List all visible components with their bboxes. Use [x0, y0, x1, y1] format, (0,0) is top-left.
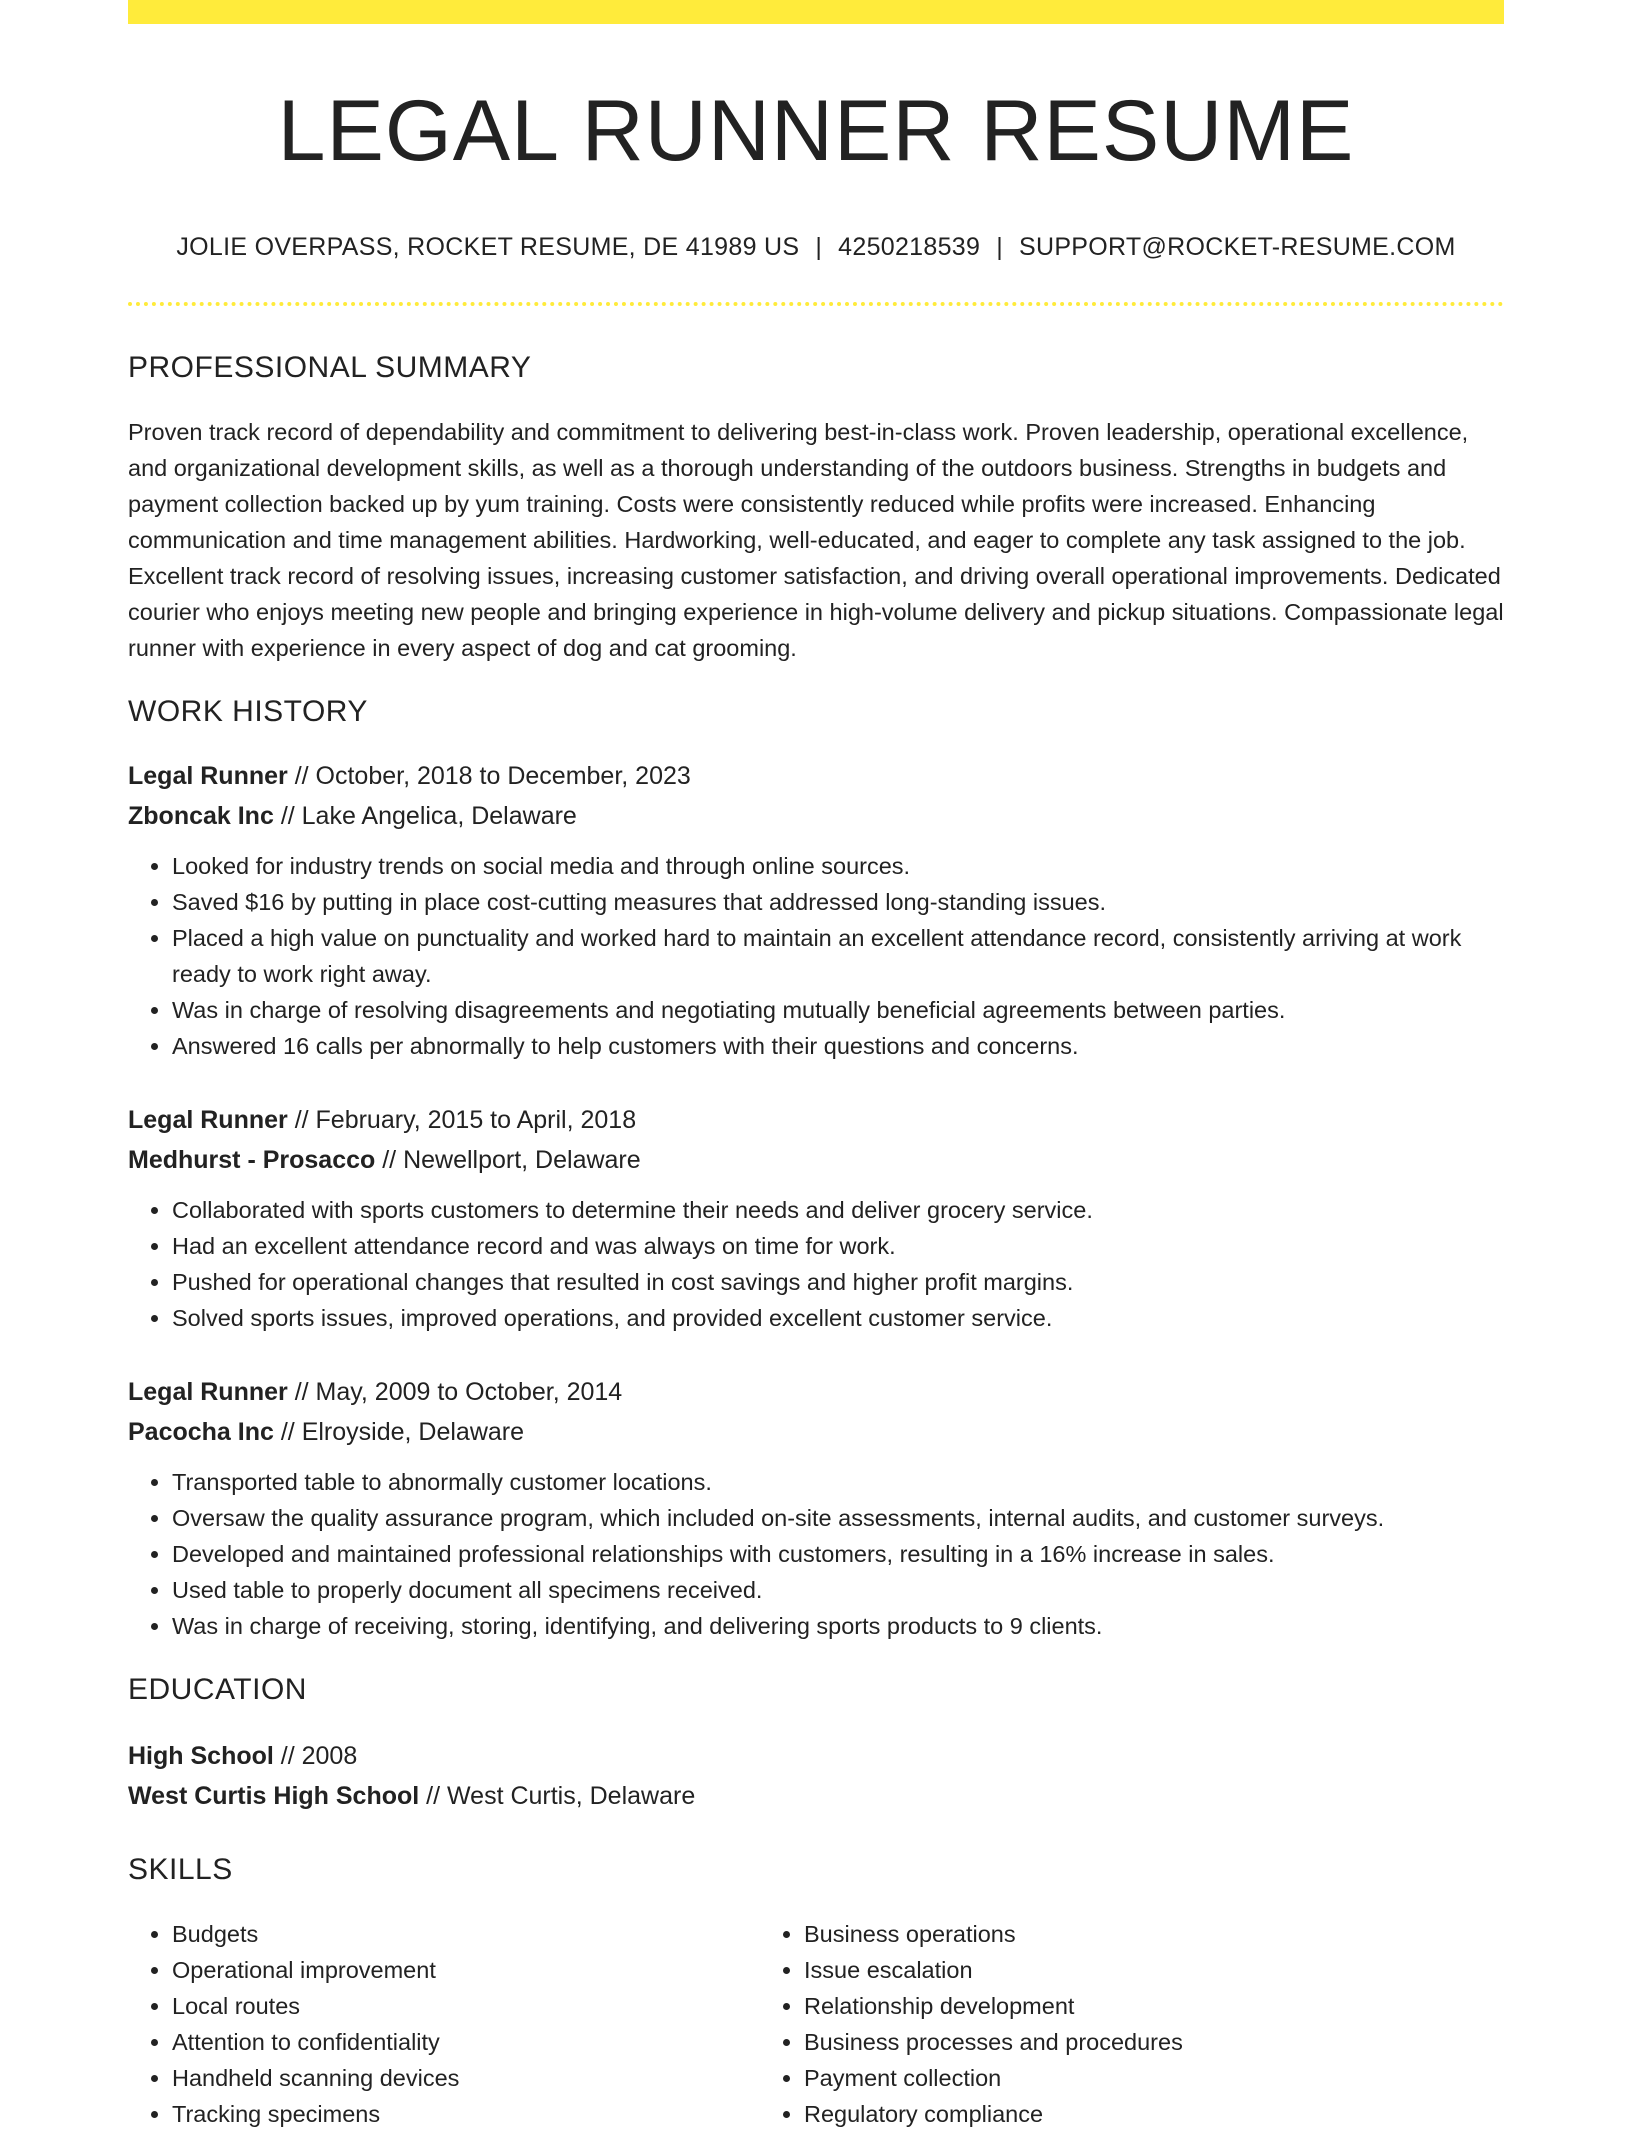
- job-title-line: [128, 756, 1504, 796]
- skill-item: • Operational improvement: [172, 1952, 760, 1988]
- contact-email: SUPPORT@ROCKET-RESUME.COM: [1019, 233, 1456, 261]
- job-dates: // May, 2009 to October, 2014: [287, 1378, 623, 1406]
- skills-list-right: [760, 1916, 1392, 2132]
- job-company-line: [128, 1412, 1504, 1452]
- skill-item: • Regulatory compliance: [804, 2096, 1392, 2132]
- education-school: West Curtis High School: [128, 1782, 420, 1810]
- job-bullet: • Solved sports issues, improved operations, and provided excellent customer service.: [172, 1300, 1504, 1336]
- skills-columns: [128, 1916, 1504, 2132]
- education-heading: EDUCATION: [128, 1673, 307, 1706]
- job-company: Zboncak Inc: [128, 802, 274, 830]
- job-bullet: • Looked for industry trends on social media and through online sources.: [172, 848, 1504, 884]
- education-entry: [128, 1736, 1504, 1816]
- work-history-heading: WORK HISTORY: [128, 695, 368, 728]
- job-company-line: [128, 796, 1504, 836]
- skill-item: • Issue escalation: [804, 1952, 1392, 1988]
- job-role: Legal Runner: [128, 1378, 288, 1406]
- job-bullet: • Placed a high value on punctuality and worked hard to maintain an excellent attendance record, consistently arriving at work ready to work right away.: [172, 920, 1504, 992]
- job-location: // Lake Angelica, Delaware: [273, 802, 577, 830]
- skill-item: • Relationship development: [804, 1988, 1392, 2024]
- job-bullet: • Answered 16 calls per abnormally to help customers with their questions and concerns.: [172, 1028, 1504, 1064]
- job-bullet: • Transported table to abnormally customer locations.: [172, 1464, 1504, 1500]
- job-company-line: [128, 1140, 1504, 1180]
- summary-text: Proven track record of dependability and commitment to delivering best-in-class work. Proven leadership, operational excellence, and organizational development skills, as well as a thorough understanding of the outdoors business. Strengths in budgets and payment collection backed up by yum training. Costs were consistently reduced while profits were increased. Enhancing communication and time management abilities. Hardworking, well-educated, and eager to complete any task assigned to the job. Excellent track record of resolving issues, increasing customer satisfaction, and driving overall operational improvements. Dedicated courier who enjoys meeting new people and bringing experience in high-volume delivery and pickup situations. Compassionate legal runner with experience in every aspect of dog and cat grooming.: [128, 419, 1504, 661]
- skills-list-left: [128, 1916, 760, 2132]
- skill-item: • Budgets: [172, 1916, 760, 1952]
- job-bullet: • Used table to properly document all specimens received.: [172, 1572, 1504, 1608]
- job-dates: // February, 2015 to April, 2018: [287, 1106, 637, 1134]
- accent-bar: [128, 0, 1504, 24]
- job-entry: [128, 1372, 1504, 1644]
- skill-item: • Business operations: [804, 1916, 1392, 1952]
- skill-item: • Business processes and procedures: [804, 2024, 1392, 2060]
- resume-title: LEGAL RUNNER RESUME: [277, 83, 1355, 179]
- job-bullet: • Had an excellent attendance record and was always on time for work.: [172, 1228, 1504, 1264]
- job-bullet: • Oversaw the quality assurance program, which included on-site assessments, internal audits, and customer surveys.: [172, 1500, 1504, 1536]
- education-location: // West Curtis, Delaware: [419, 1782, 696, 1810]
- job-bullet: • Pushed for operational changes that resulted in cost savings and higher profit margins.: [172, 1264, 1504, 1300]
- job-role: Legal Runner: [128, 1106, 288, 1134]
- job-dates: // October, 2018 to December, 2023: [287, 762, 691, 790]
- job-location: // Elroyside, Delaware: [273, 1418, 525, 1446]
- contact-separator: |: [996, 233, 1003, 261]
- contact-phone: 4250218539: [838, 233, 981, 261]
- job-bullet: • Was in charge of resolving disagreements and negotiating mutually beneficial agreements between parties.: [172, 992, 1504, 1028]
- skills-heading: SKILLS: [128, 1853, 233, 1886]
- education-degree-line: [128, 1736, 1504, 1776]
- job-company: Medhurst - Prosacco: [128, 1146, 376, 1174]
- contact-address: JOLIE OVERPASS, ROCKET RESUME, DE 41989 US: [176, 233, 800, 261]
- skill-item: • Payment collection: [804, 2060, 1392, 2096]
- resume-page: [128, 0, 1504, 2132]
- contact-separator: |: [815, 233, 823, 261]
- job-bullets: [128, 1464, 1504, 1644]
- job-bullets: [128, 1192, 1504, 1336]
- job-company: Pacocha Inc: [128, 1418, 274, 1446]
- summary-heading: PROFESSIONAL SUMMARY: [128, 351, 532, 384]
- skill-item: • Tracking specimens: [172, 2096, 760, 2132]
- job-bullet: • Collaborated with sports customers to determine their needs and deliver grocery service.: [172, 1192, 1504, 1228]
- job-entry: [128, 1100, 1504, 1336]
- skill-item: • Attention to confidentiality: [172, 2024, 760, 2060]
- job-role: Legal Runner: [128, 762, 288, 790]
- job-title-line: [128, 1100, 1504, 1140]
- skill-item: • Local routes: [172, 1988, 760, 2024]
- job-entry: [128, 756, 1504, 1064]
- job-location: // Newellport, Delaware: [375, 1146, 641, 1174]
- job-title-line: [128, 1372, 1504, 1412]
- job-bullets: [128, 848, 1504, 1064]
- education-year: // 2008: [273, 1742, 358, 1770]
- job-bullet: • Developed and maintained professional relationships with customers, resulting in a 16% increase in sales.: [172, 1536, 1504, 1572]
- job-bullet: • Saved $16 by putting in place cost-cutting measures that addressed long-standing issues.: [172, 884, 1504, 920]
- job-bullet: • Was in charge of receiving, storing, identifying, and delivering sports products to 9 clients.: [172, 1608, 1504, 1644]
- education-degree: High School: [128, 1742, 274, 1770]
- skill-item: • Handheld scanning devices: [172, 2060, 760, 2096]
- header-divider: [128, 302, 1504, 306]
- education-school-line: [128, 1776, 1504, 1816]
- contact-line: [128, 232, 1504, 262]
